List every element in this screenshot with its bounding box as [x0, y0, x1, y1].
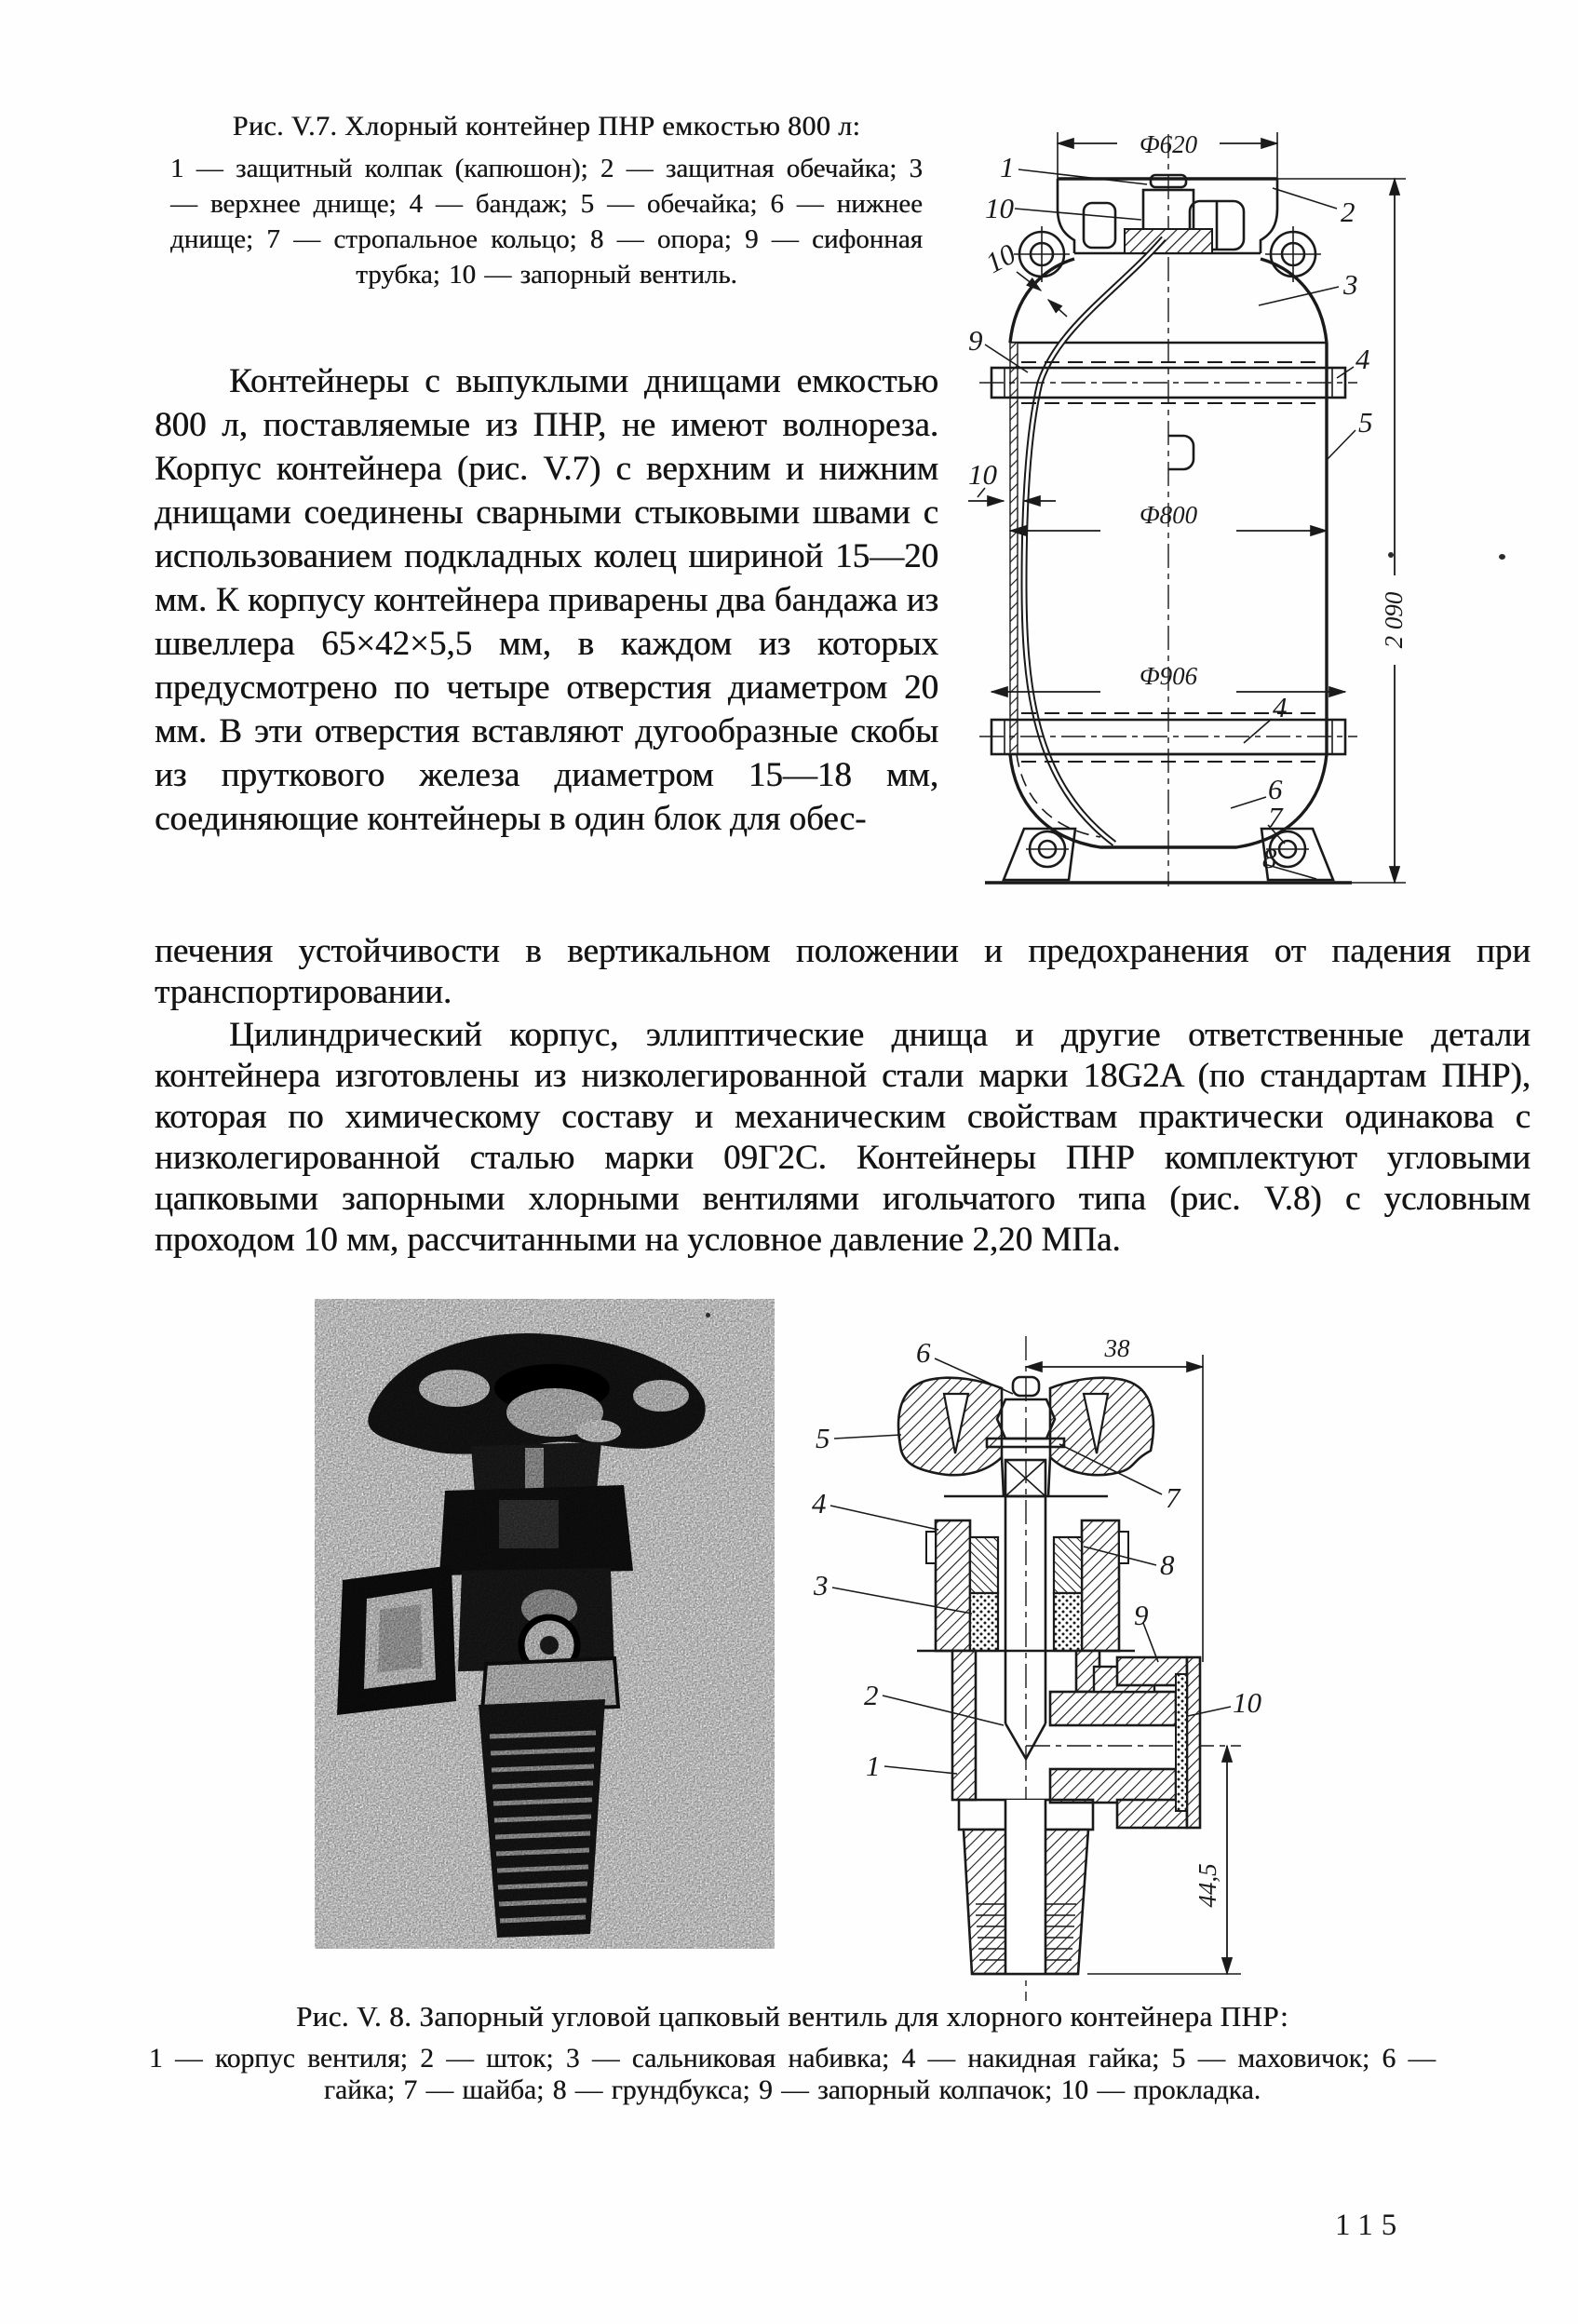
fig7-callout-10-valve: 10: [985, 192, 1014, 224]
fig8-callout-1: 1: [866, 1750, 881, 1782]
fig7-dim-620-label: Ф620: [1139, 130, 1198, 158]
scan-speck-icon: [1388, 552, 1394, 558]
page-number: 115: [1335, 2209, 1406, 2242]
fig8-callout-2: 2: [864, 1679, 879, 1711]
fig7-callout-10-dome: 10: [979, 236, 1021, 280]
body-paragraph-1-continued: печения устойчивости в вертикальном положении и предохранения от падения при транспортировании.: [155, 932, 1531, 1011]
fig8-callout-3: 3: [814, 1569, 829, 1601]
fig7-siphon-tube: [1024, 238, 1164, 844]
fig8-callout-7: 7: [1166, 1481, 1180, 1514]
fig7-eye-ring-left: [1014, 226, 1070, 282]
fig8-caption-title: Рис. V. 8. Запорный угловой цапковый вентиль для хлорного контейнера ПНР:: [295, 2000, 1289, 2033]
scan-speck-icon: [1499, 554, 1505, 560]
fig7-dim-906-label: Ф906: [1139, 662, 1198, 690]
fig8-callout-9: 9: [1134, 1599, 1149, 1631]
fig8-dim-445-label: 44,5: [1194, 1863, 1221, 1908]
fig7-caption-title: Рис. V.7. Хлорный контейнер ПНР емкостью 800 л:: [232, 111, 861, 142]
fig8-valve-photo: [315, 1299, 775, 1949]
photo-grain-overlay: [315, 1299, 775, 1949]
fig7-callout-5: 5: [1358, 406, 1373, 439]
fig7-callout-1: 1: [1000, 151, 1015, 183]
body-paragraph-2: Цилиндрический корпус, эллиптические днища и другие ответственные детали контейнера изготовлены из низколегированной стали марки 18G2A (по стандартам ПНР), которая по химическому составу и механическим свойствам практически одинакова с низколегированной сталью марки 09Г2С. Контейнеры ПНР комплектуют угловыми цапковыми запорными хлорными вентилями игольчатого типа (рис. V.8) с условным проходом 10 мм, рассчитанными на условное давление 2,20 МПа.: [155, 1016, 1531, 1259]
fig7-container-drawing: [951, 99, 1409, 890]
fig8-callout-8: 8: [1160, 1548, 1175, 1581]
fig8-closing-cap: [1117, 1657, 1200, 1828]
fig7-dim-wall-label: 10: [968, 458, 997, 491]
fig7-callout-8: 8: [1262, 842, 1277, 874]
fig7-callout-4-upper: 4: [1355, 343, 1370, 375]
fig7-caption-legend: 1 — защитный колпак (капюшон); 2 — защитная обечайка; 3 — верхнее днище; 4 — бандаж; 5 — обечайка; 6 — нижнее днище; 7 — стропальное кольцо; 8 — опора; 9 — сифонная трубка; 10 — запорный вентиль.: [170, 154, 923, 290]
fig7-callout-4-lower: 4: [1273, 691, 1288, 723]
fig8-threaded-tail: [959, 1800, 1093, 1974]
fig7-dim-800: [1010, 501, 1327, 531]
fig7-dim-height-label: 2 090: [1380, 591, 1408, 649]
fig7-dim-906: [991, 662, 1345, 692]
fig8-caption-legend: 1 — корпус вентиля; 2 — шток; 3 — сальниковая набивка; 4 — накидная гайка; 5 — маховичок; 6 — гайка; 7 — шайба; 8 — грундбукса; 9 — запорный колпачок; 10 — прокладка.: [149, 2044, 1436, 2105]
fig8-gland-nut: [926, 1520, 1128, 1651]
fig7-callout-3: 3: [1343, 268, 1358, 301]
fig7-valve: [1125, 175, 1212, 253]
fig8-callout-4: 4: [812, 1487, 827, 1520]
fig8-valve-drawing: [771, 1297, 1352, 2008]
fig8-callouts: [812, 1336, 1262, 1782]
fig7-callout-6: 6: [1268, 773, 1283, 805]
fig7-callout-9: 9: [968, 324, 983, 357]
body-paragraph-1: Контейнеры с выпуклыми днищами емкостью 800 л, поставляемые из ПНР, не имеют волнореза. Корпус контейнера (рис. V.7) с верхним и нижним днищами соединены сварными стыковыми швами с использованием подкладных колец шириной 15—20 мм. К корпусу контейнера приварены два бандажа из швеллера 65×42×5,5 мм, в каждом из которых предусмотрено по четыре отверстия диаметром 20 мм. В эти отверстия вставляют дугообразные скобы из пруткового железа диаметром 15—18 мм, соединяющие контейнеры в один блок для обес-: [155, 362, 938, 838]
fig8-caption: [149, 1998, 1436, 2106]
fig8-callout-5: 5: [816, 1422, 830, 1454]
scan-speck-icon: [706, 1313, 710, 1317]
fig7-callout-7: 7: [1268, 801, 1283, 833]
fig7-dim-800-label: Ф800: [1139, 501, 1198, 529]
fig8-callout-10: 10: [1233, 1686, 1261, 1719]
fig8-callout-6: 6: [916, 1336, 931, 1369]
fig7-callout-2: 2: [1341, 196, 1355, 228]
fig7-shell-handle: [1168, 436, 1194, 469]
fig7-caption: [170, 106, 923, 292]
fig8-dim-38-label: 38: [1104, 1334, 1130, 1362]
